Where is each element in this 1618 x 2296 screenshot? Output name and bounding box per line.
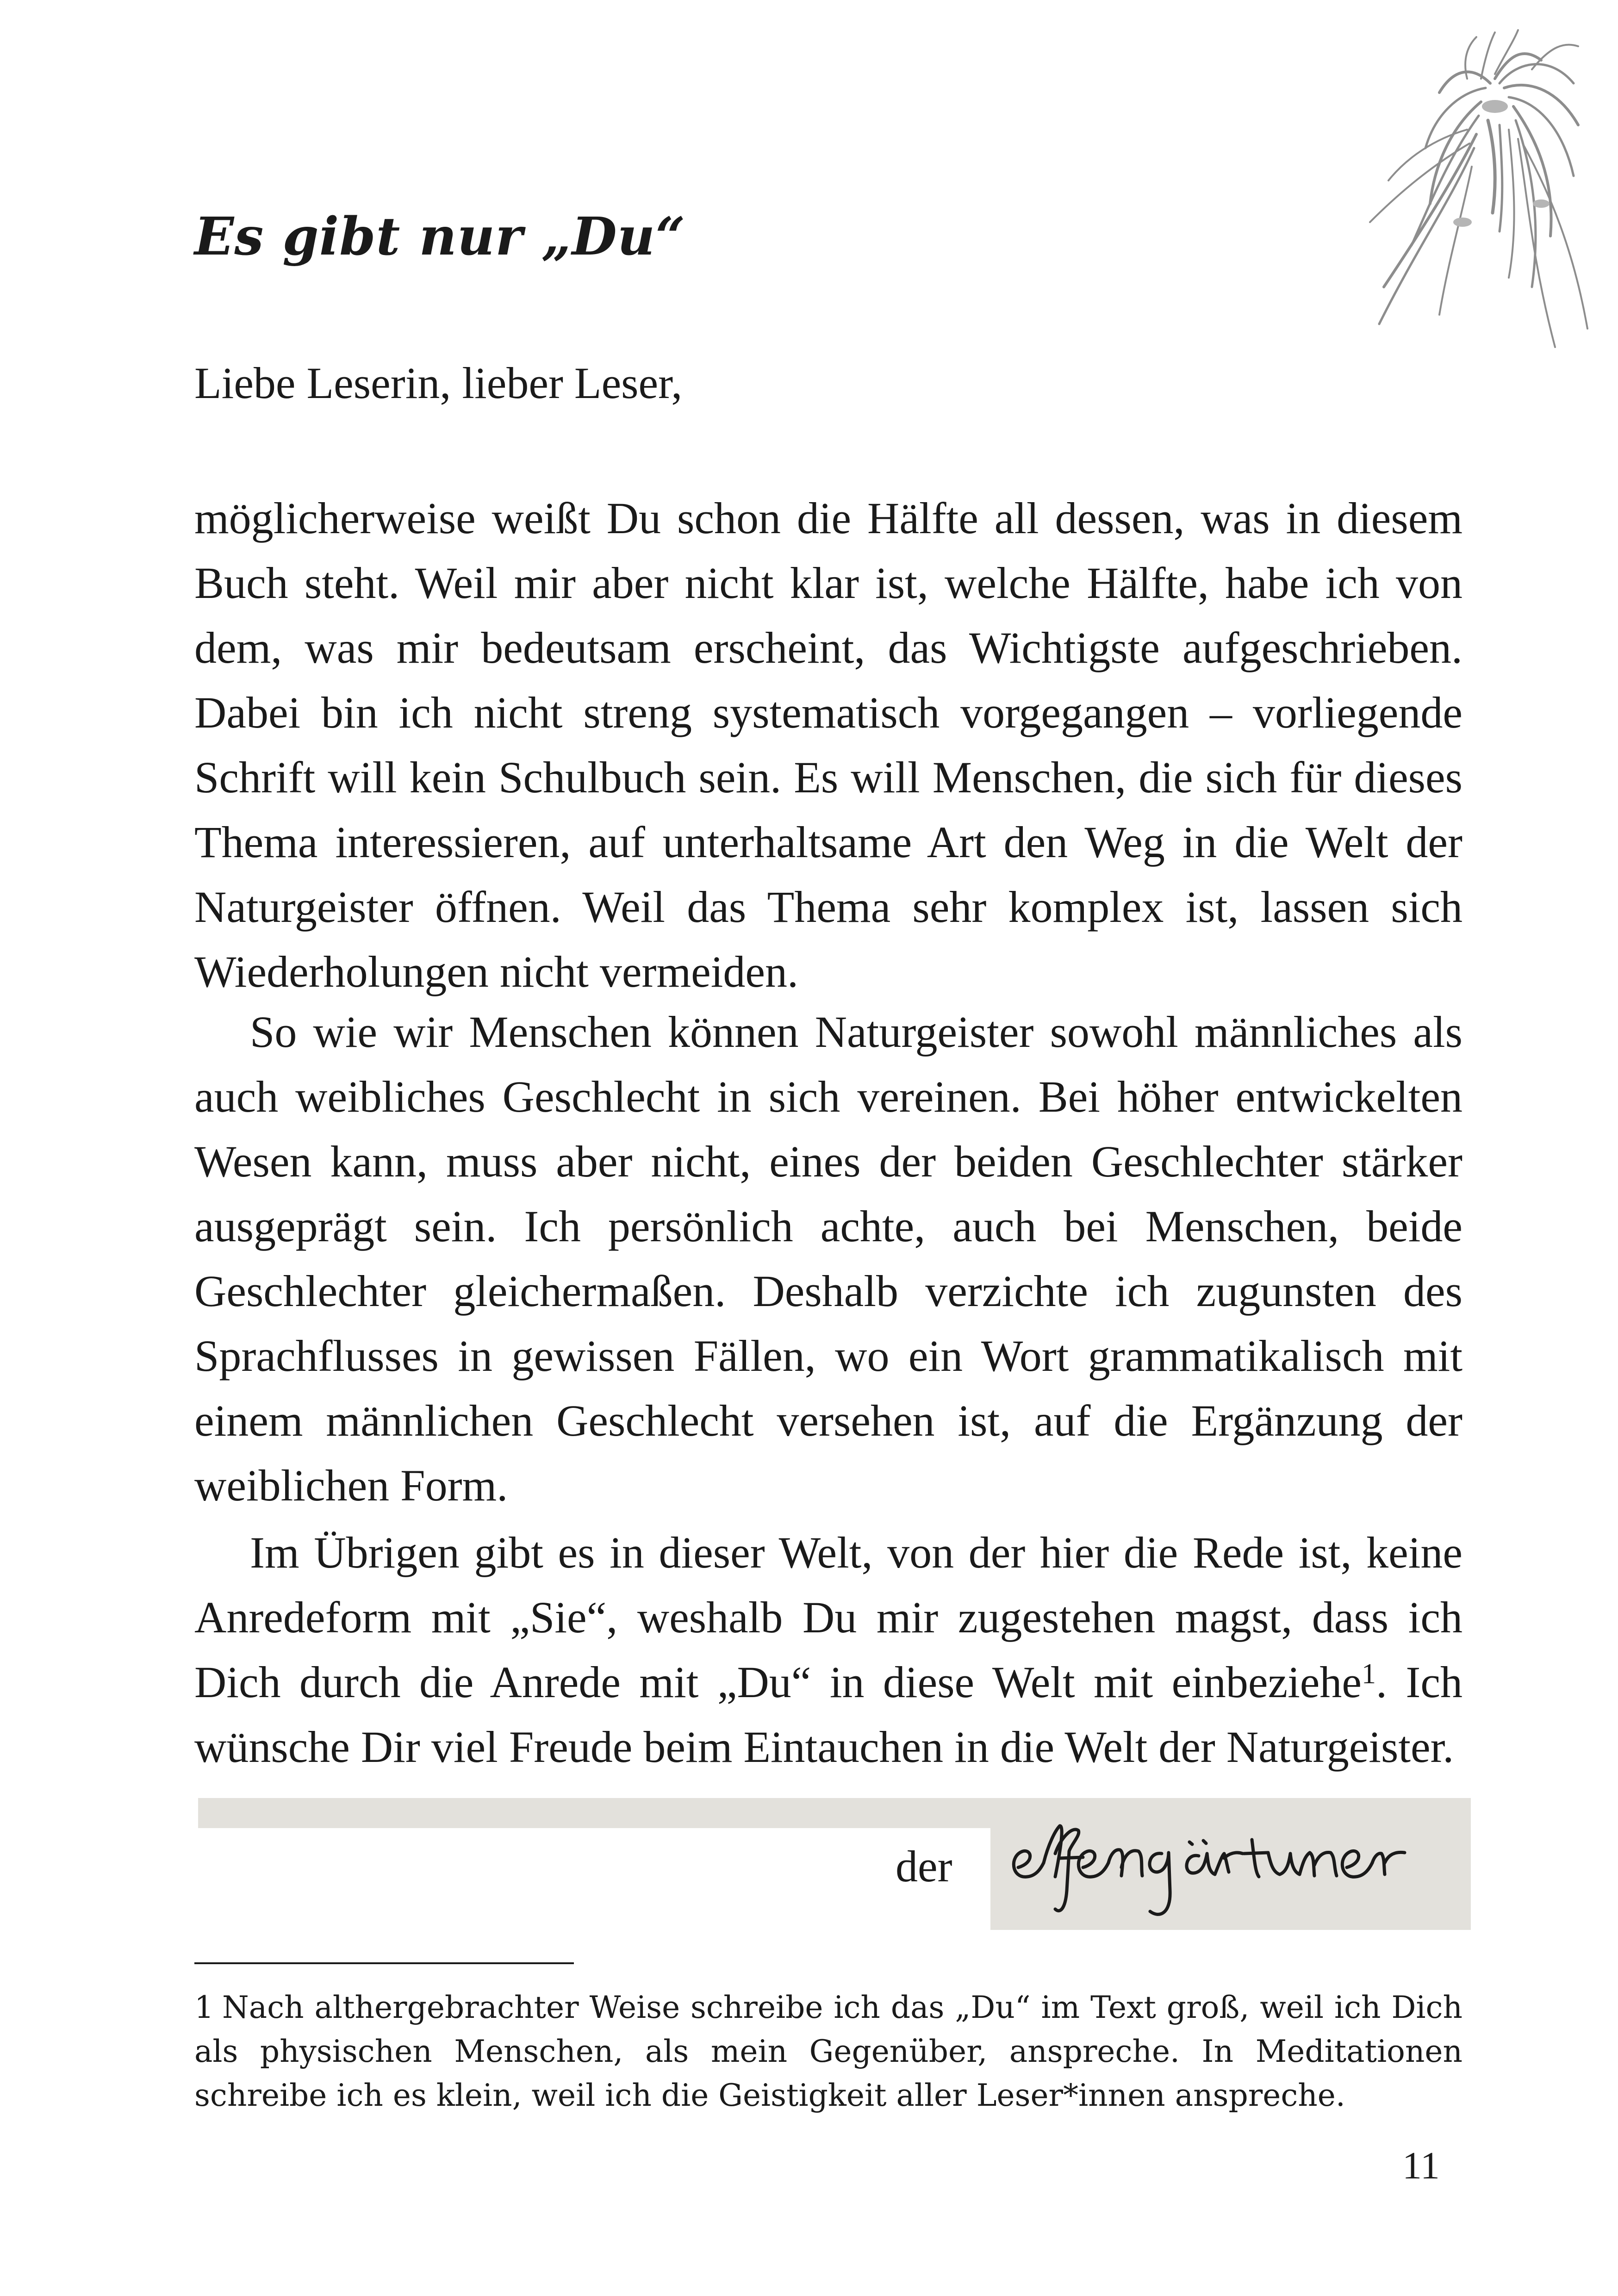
footnote [194, 1985, 1462, 2117]
signature-elfengaertner [990, 1798, 1471, 1930]
footnote-number: 1 [194, 1990, 214, 2025]
page-number: 11 [1402, 2144, 1440, 2187]
body-paragraph-2: So wie wir Menschen können Naturgeister sowohl männliches als auch weibliches Geschlecht in sich vereinen. Bei höher entwickelten Wesen kann, muss aber nicht, eines der beiden Geschlechter stärker ausgeprägt sein. Ich persönlich achte, auch bei Menschen, beide Geschlechter gleichermaßen. Deshalb verzichte ich zugunsten des Sprachflusses in gewissen Fällen, wo ein Wort grammatikalisch mit einem männlichen Geschlecht versehen ist, auf die Ergänzung der weiblichen Form. [194, 1007, 1462, 1510]
footnote-reference[interactable]: 1 [1362, 1658, 1376, 1690]
signature-prefix: der [896, 1842, 952, 1891]
page-title: Es gibt nur „Du“ [194, 206, 686, 267]
salutation: Liebe Leserin, lieber Leser, [194, 358, 683, 408]
body-paragraph-1: möglicherweise weißt Du schon die Hälfte all dessen, was in diesem Buch steht. Weil mir aber nicht klar ist, welche Hälfte, habe ich von dem, was mir bedeutsam erscheint, das Wichtigste aufgeschrieben. Dabei bin ich nicht streng systematisch vorgegangen – vorliegende Schrift will kein Schulbuch sein. Es will Menschen, die sich für dieses Thema interessieren, auf unterhaltsame Art den Weg in die Welt der Naturgeister öffnen. Weil das Thema sehr komplex ist, lassen sich Wiederholungen nicht vermeiden. [194, 493, 1462, 996]
paragraph-3-text-end: . Ich wünsche Dir viel Freude beim Eintauchen in die Welt der Naturgeister. [194, 1657, 1463, 1772]
footnote-text: Nach althergebrachter Weise schreibe ich das „Du“ im Text groß, weil ich Dich als physischen Menschen, als mein Gegenüber, anspreche. In Meditationen schreibe ich es klein, weil ich die Geistigkeit aller Leser*innen anspreche. [194, 1990, 1462, 2113]
footnote-separator [194, 1962, 574, 1964]
feathery-gnome-sketch-icon [1356, 28, 1597, 361]
body-paragraph-3 [194, 1520, 1462, 1780]
paragraph-3-text-start: Im Übrigen gibt es in dieser Welt, von der hier die Rede ist, keine Anredeform mit „Sie“, weshalb Du mir zugestehen magst, dass ich Dich durch die Anrede mit „Du“ in diese Welt mit einbeziehe [194, 1528, 1462, 1707]
